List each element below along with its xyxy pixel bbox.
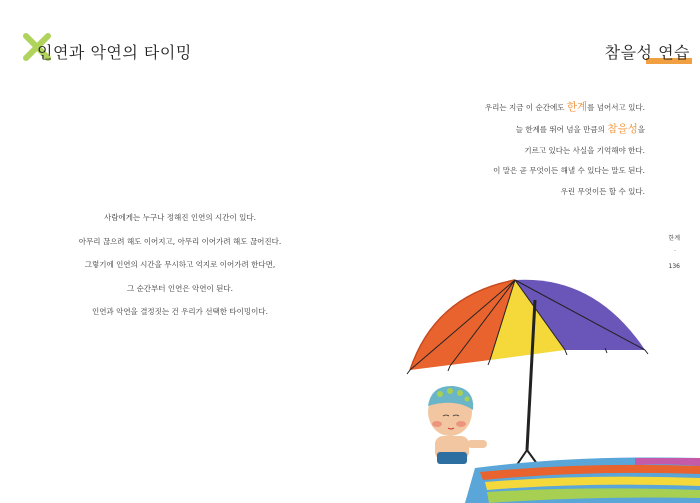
left-line-4: 그 순간부터 인연은 악연이 된다. xyxy=(126,283,234,293)
right-line-3: 기르고 있다는 사실을 기억해야 한다. xyxy=(524,145,645,155)
left-line-2: 아무리 끊으려 해도 이어지고, 아무리 이어가려 해도 끊어진다. xyxy=(78,236,282,246)
page-number: 136 xyxy=(668,263,680,270)
right-page-title: 참을성 연습 xyxy=(604,43,690,62)
umbrella-illustration xyxy=(395,260,700,503)
right-line-4: 이 말은 곧 무엇이든 해낼 수 있다는 말도 된다. xyxy=(493,166,645,176)
left-body-text xyxy=(40,206,320,324)
right-line-5: 우린 무엇이든 할 수 있다. xyxy=(560,187,645,197)
left-line-1: 사람에게는 누구나 정해진 인연의 시간이 있다. xyxy=(104,213,256,222)
side-divider: - xyxy=(673,247,676,254)
left-line-5: 인연과 악연을 결정짓는 건 우리가 선택한 타이밍이다. xyxy=(91,307,269,316)
highlight-word-limit: 한계 xyxy=(566,101,588,113)
left-line-3: 그렇기에 인연의 시간을 무시하고 억지로 이어가려 한다면, xyxy=(84,260,276,269)
right-line-2: 늘 한계를 뛰어 넘을 만큼의 참을성을 xyxy=(515,122,645,135)
highlight-word-patience: 참을성 xyxy=(607,122,638,135)
side-chapter-label: 한계 xyxy=(668,235,680,242)
left-page-title: 인연과 악연의 타이밍 xyxy=(37,43,192,62)
right-line-1: 우리는 지금 이 순간에도 한계를 넘어서고 있다. xyxy=(484,101,645,113)
right-body-text xyxy=(385,97,645,203)
